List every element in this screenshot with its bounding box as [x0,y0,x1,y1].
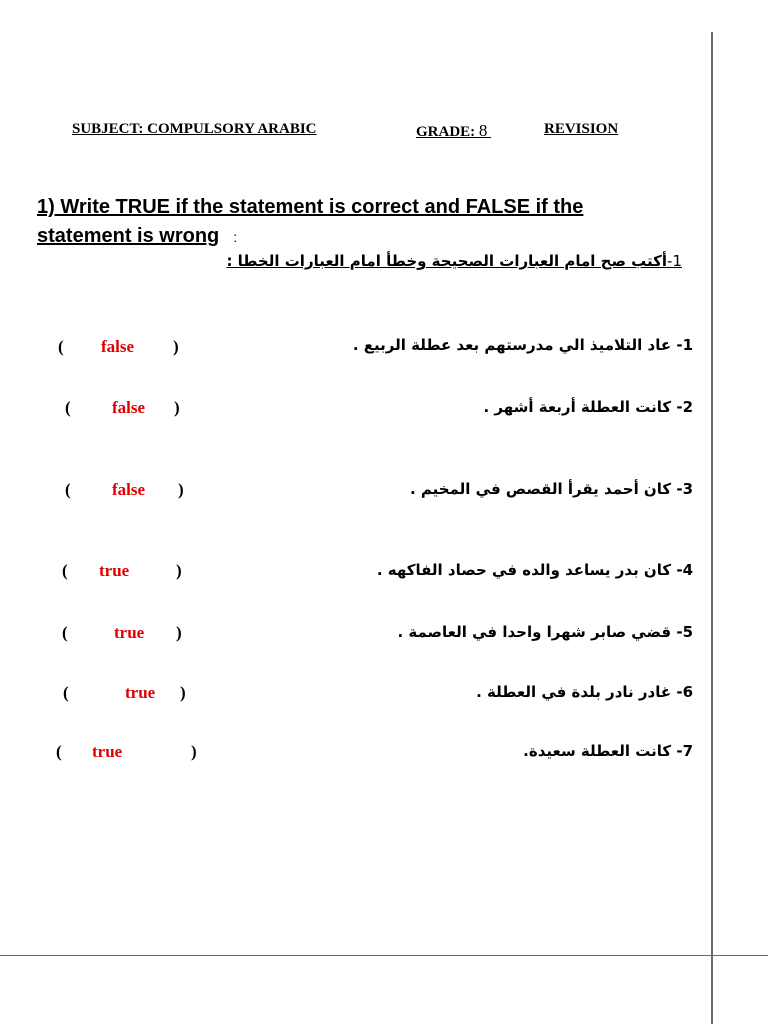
page-bottom-rule [0,955,768,956]
question-number: 3- [676,480,693,498]
question-text: كان أحمد يقرأ القصص في المخيم . [409,480,672,498]
question-4 [377,561,693,579]
instruction-colon: : [233,229,238,245]
question-5 [397,623,693,641]
open-paren: ( [65,480,71,499]
grade-value: 8 [478,121,488,140]
answer-2: false [112,398,146,417]
question-number: 7- [676,742,693,760]
question-number: 2- [676,398,693,416]
arabic-instruction [226,252,682,270]
open-paren: ( [56,742,62,761]
answer-6: true [125,683,156,702]
close-paren: ) [174,398,180,417]
close-paren: ) [173,337,179,356]
close-paren: ) [180,683,186,702]
answer-4: true [99,561,130,580]
close-paren: ) [176,623,182,642]
answer-7: true [92,742,123,761]
question-number: 6- [676,683,693,701]
question-text: قضي صابر شهرا واحدا في العاصمة . [397,623,672,641]
instruction-line-1: 1) Write TRUE if the statement is correct and FALSE if the [37,196,584,218]
question-text: عاد التلاميذ الي مدرستهم بعد عطلة الربيع . [352,336,672,354]
grade-label: GRADE: [416,124,479,140]
close-paren: ) [191,742,197,761]
question-text: غادر نادر بلدة في العطلة . [476,683,672,701]
grade-heading [416,121,491,141]
open-paren: ( [65,398,71,417]
question-number: 1- [676,336,693,354]
arabic-instruction-text: أكتب صح امام العبارات الصحيحة وخطأ امام العبارات الخطا : [226,252,668,270]
question-7 [523,742,693,760]
answer-1: false [101,337,135,356]
question-1 [353,336,693,354]
question-6 [476,683,693,701]
question-number: 4- [676,561,693,579]
english-instruction [37,193,677,252]
question-number: 5- [676,623,693,641]
instruction-line-2: statement is wrong [37,225,220,247]
question-text: كانت العطلة سعيدة. [523,742,672,760]
question-text: كانت العطلة أربعة أشهر . [483,398,672,416]
answer-5: true [114,623,145,642]
close-paren: ) [176,561,182,580]
revision-heading: REVISION [544,121,619,137]
subject-heading: SUBJECT: COMPULSORY ARABIC [72,121,317,137]
question-2 [483,398,693,416]
page-right-border [711,32,713,1024]
arabic-instruction-number: 1- [667,252,682,270]
close-paren: ) [178,480,184,499]
answer-3: false [112,480,146,499]
open-paren: ( [63,683,69,702]
open-paren: ( [58,337,64,356]
open-paren: ( [62,561,68,580]
question-text: كان بدر يساعد والده في حصاد الفاكهه . [376,561,672,579]
question-3 [410,480,693,498]
open-paren: ( [62,623,68,642]
